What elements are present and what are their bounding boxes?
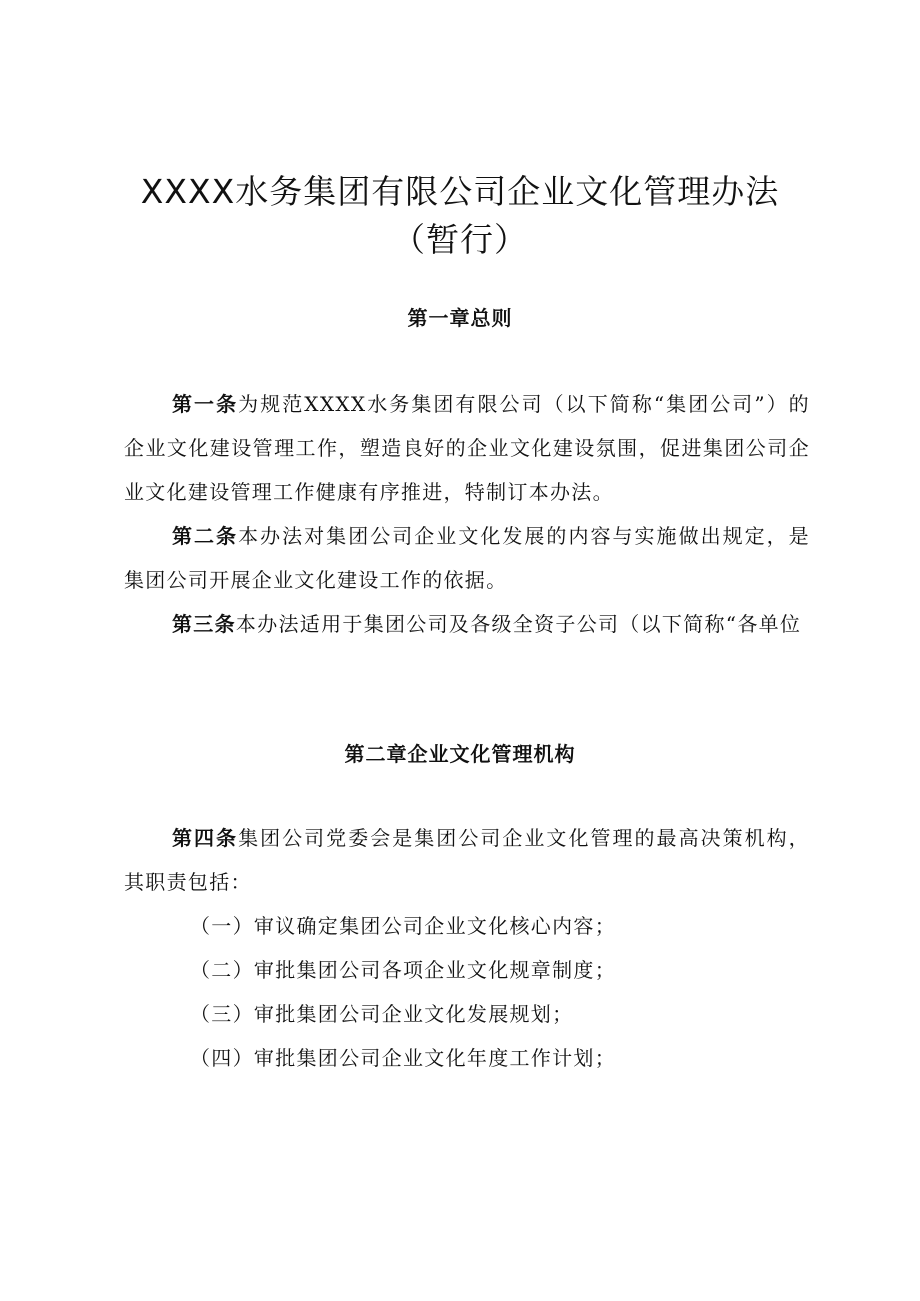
article-3 (124, 602, 810, 646)
article-1 (124, 382, 810, 514)
article-4-label: 第四条 (172, 826, 239, 850)
list-item: （一）审议确定集团公司企业文化核心内容； (190, 914, 616, 938)
article-1-label: 第一条 (172, 392, 239, 416)
chapter-1-heading: 第一章总则 (407, 306, 513, 330)
article-2 (124, 514, 810, 602)
document-title-line1: XXXX水务集团有限公司企业文化管理办法 (140, 172, 780, 211)
list-item: （二）审批集团公司各项企业文化规章制度； (190, 958, 616, 982)
article-2-label: 第二条 (172, 524, 239, 548)
article-1-text: 为规范XXXX水务集团有限公司（以下简称“集团公司”）的企业文化建设管理工作，塑造良好的企业文化建设氛围，促进集团公司企业文化建设管理工作健康有序推进，特制订本办法。 (124, 392, 810, 504)
article-3-label: 第三条 (172, 612, 236, 636)
chapter-2-heading: 第二章企业文化管理机构 (344, 742, 576, 766)
list-item: （三）审批集团公司企业文化发展规划； (190, 1002, 574, 1026)
article-4-text: 集团公司党委会是集团公司企业文化管理的最高决策机构，其职责包括： (124, 826, 810, 894)
article-4 (124, 816, 810, 904)
article-2-text: 本办法对集团公司企业文化发展的内容与实施做出规定，是集团公司开展企业文化建设工作的依据。 (124, 524, 810, 592)
list-item: （四）审批集团公司企业文化年度工作计划； (190, 1046, 616, 1070)
document-title-line2: （暂行） (392, 220, 528, 259)
article-3-text: 本办法适用于集团公司及各级全资子公司（以下简称“各单位 (235, 612, 802, 636)
